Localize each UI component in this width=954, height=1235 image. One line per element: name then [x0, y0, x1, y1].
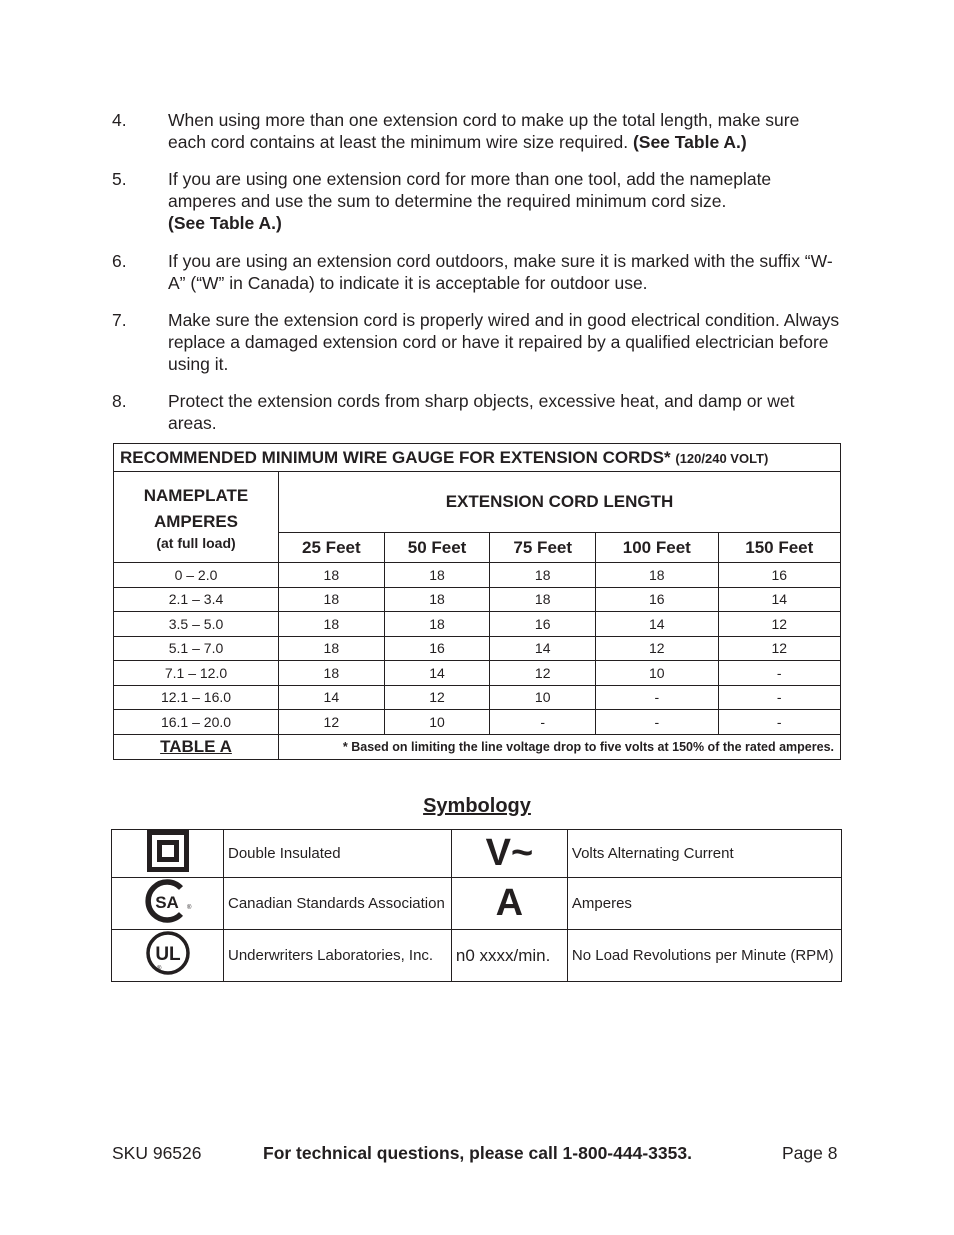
symbology-title: Symbology: [423, 795, 531, 817]
table-footer-row: [114, 734, 841, 759]
gauge-cell: -: [596, 685, 718, 710]
gauge-cell: 10: [490, 685, 596, 710]
gauge-cell: 14: [718, 587, 840, 612]
gauge-cell: 18: [279, 587, 385, 612]
amp-range: 16.1 – 20.0: [114, 710, 279, 735]
gauge-cell: 12: [490, 661, 596, 686]
item-number: 7.: [112, 310, 127, 330]
table-footnote: * Based on limiting the line voltage drop to five volts at 150% of the rated amperes.: [279, 734, 841, 759]
item-reference: (See Table A.): [632, 132, 747, 152]
no-load-rpm-symbol: n0 xxxx/min.: [451, 930, 567, 982]
table-row: [114, 612, 841, 637]
gauge-cell: 16: [384, 636, 490, 661]
csa-letters: SA: [154, 893, 179, 912]
table-row: [114, 661, 841, 686]
gauge-cell: 12: [718, 612, 840, 637]
gauge-cell: 12: [384, 685, 490, 710]
gauge-cell: 10: [384, 710, 490, 735]
symbology-table: [111, 829, 842, 982]
extension-cord-length-header: EXTENSION CORD LENGTH: [279, 472, 841, 533]
gauge-cell: 12: [718, 636, 840, 661]
gauge-cell: 14: [279, 685, 385, 710]
instruction-item: [112, 390, 842, 434]
table-row: [112, 878, 842, 930]
length-150: 150 Feet: [718, 533, 840, 563]
symbol-description: Double Insulated: [224, 830, 452, 878]
item-number: 4.: [112, 110, 127, 130]
gauge-cell: 12: [596, 636, 718, 661]
page-number: Page 8: [782, 1143, 838, 1163]
gauge-cell: -: [718, 710, 840, 735]
gauge-cell: 14: [596, 612, 718, 637]
amp-range: 3.5 – 5.0: [114, 612, 279, 637]
gauge-cell: 10: [596, 661, 718, 686]
ul-icon: [145, 930, 191, 976]
item-text: Make sure the extension cord is properly wired and in good electrical condition. Always replace a damaged extension cord or have it repaired by a qualified electrician before using it.: [168, 310, 840, 374]
length-25: 25 Feet: [279, 533, 385, 563]
amp-range: 0 – 2.0: [114, 563, 279, 588]
table-row: [114, 685, 841, 710]
gauge-cell: 14: [490, 636, 596, 661]
amp-range: 7.1 – 12.0: [114, 661, 279, 686]
gauge-cell: 18: [279, 636, 385, 661]
amp-range: 5.1 – 7.0: [114, 636, 279, 661]
instruction-item: [112, 168, 842, 234]
sku-label: SKU 96526: [112, 1143, 202, 1163]
item-number: 5.: [112, 169, 127, 189]
gauge-cell: 18: [279, 612, 385, 637]
ul-letters: UL: [154, 944, 181, 965]
gauge-cell: 14: [384, 661, 490, 686]
tech-support-line: For technical questions, please call 1-800-444-3353.: [263, 1143, 692, 1163]
table-row: [112, 930, 842, 982]
gauge-cell: 18: [279, 661, 385, 686]
length-100: 100 Feet: [596, 533, 718, 563]
gauge-cell: 16: [596, 587, 718, 612]
gauge-cell: 18: [384, 563, 490, 588]
svg-text:®: ®: [156, 966, 161, 972]
gauge-cell: 18: [490, 587, 596, 612]
table-row: [114, 710, 841, 735]
gauge-cell: 18: [384, 612, 490, 637]
amp-range: 12.1 – 16.0: [114, 685, 279, 710]
gauge-cell: -: [596, 710, 718, 735]
table-row: [114, 587, 841, 612]
item-text: Protect the extension cords from sharp objects, excessive heat, and damp or wet areas.: [168, 391, 795, 433]
gauge-cell: 18: [596, 563, 718, 588]
wire-gauge-table: [113, 443, 841, 760]
table-title: RECOMMENDED MINIMUM WIRE GAUGE FOR EXTENSION CORDS* (120/240 VOLT): [114, 444, 841, 472]
item-text: When using more than one extension cord to make up the total length, make sure each cord contains at least the minimum wire size required.: [168, 110, 800, 152]
amperes-symbol: A: [451, 878, 567, 930]
instruction-item: [112, 309, 842, 375]
gauge-cell: 16: [490, 612, 596, 637]
table-row: [112, 830, 842, 878]
gauge-cell: 16: [718, 563, 840, 588]
svg-text:®: ®: [186, 905, 191, 911]
volts-ac-symbol: V~: [451, 830, 567, 878]
item-reference: (See Table A.): [168, 213, 282, 233]
table-title-voltage: (120/240 VOLT): [675, 450, 769, 466]
item-number: 8.: [112, 391, 127, 411]
gauge-cell: 18: [490, 563, 596, 588]
symbol-description: Volts Alternating Current: [567, 830, 841, 878]
gauge-cell: -: [718, 685, 840, 710]
item-text: If you are using an extension cord outdoors, make sure it is marked with the suffix “W-A” (“W” in Canada) to indicate it is acceptable for outdoor use.: [168, 251, 833, 293]
gauge-cell: 18: [279, 563, 385, 588]
amp-range: 2.1 – 3.4: [114, 587, 279, 612]
instruction-item: [112, 109, 842, 153]
item-number: 6.: [112, 251, 127, 271]
length-50: 50 Feet: [384, 533, 490, 563]
gauge-cell: -: [718, 661, 840, 686]
at-full-load-label: (at full load): [156, 535, 236, 551]
table-row: [114, 636, 841, 661]
symbol-description: No Load Revolutions per Minute (RPM): [567, 930, 841, 982]
symbol-description: Underwriters Laboratories, Inc.: [224, 930, 452, 982]
length-75: 75 Feet: [490, 533, 596, 563]
table-a-label: TABLE A: [114, 734, 279, 759]
csa-icon: [143, 878, 193, 924]
gauge-cell: 18: [384, 587, 490, 612]
symbol-description: Canadian Standards Association: [224, 878, 452, 930]
double-insulated-icon: [147, 830, 189, 872]
item-text: If you are using one extension cord for more than one tool, add the nameplate amperes and use the sum to determine the required minimum cord size.: [168, 169, 772, 211]
table-row: [114, 563, 841, 588]
nameplate-amperes-header: NAMEPLATE AMPERES (at full load): [114, 472, 279, 563]
gauge-cell: -: [490, 710, 596, 735]
symbol-description: Amperes: [567, 878, 841, 930]
instruction-item: [112, 250, 842, 294]
gauge-cell: 12: [279, 710, 385, 735]
